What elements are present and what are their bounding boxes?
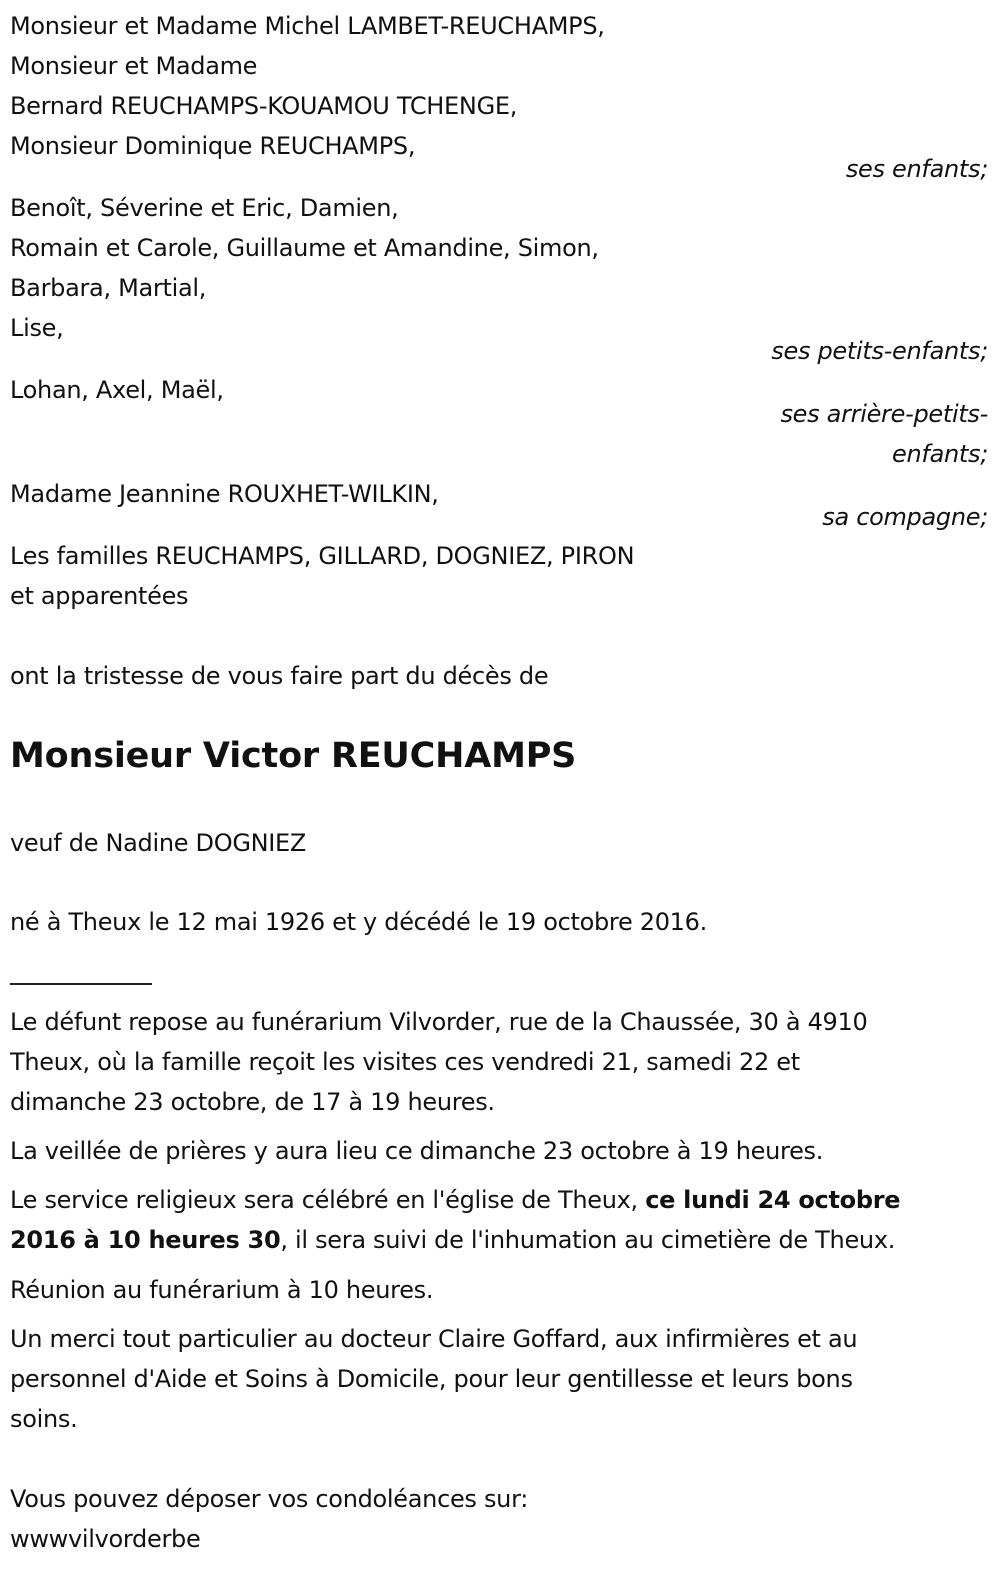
family-line: Lise,	[10, 314, 64, 342]
service-date-bold: ce lundi 24 octobre	[645, 1186, 901, 1214]
service-text-plain: , il sera suivi de l'inhumation au cimetière de Theux.	[280, 1226, 896, 1254]
family-line: Benoît, Séverine et Eric, Damien,	[10, 194, 399, 222]
deceased-name: Monsieur Victor REUCHAMPS	[10, 736, 577, 776]
relation-label-companion: sa compagne;	[822, 503, 988, 531]
widower-text: veuf de Nadine DOGNIEZ	[10, 829, 307, 857]
relation-label-grandchildren: ses petits-enfants;	[771, 337, 988, 365]
separator-line	[10, 983, 152, 985]
family-line: Monsieur et Madame Michel LAMBET-REUCHAMPS,	[10, 12, 605, 40]
family-line: Madame Jeannine ROUXHET-WILKIN,	[10, 480, 439, 508]
condolences-link[interactable]: wwwvilvorderbe	[10, 1525, 201, 1553]
service-text-line1	[10, 1180, 900, 1220]
birth-death-text: né à Theux le 12 mai 1926 et y décédé le 19 octobre 2016.	[10, 908, 707, 936]
family-line: Bernard REUCHAMPS-KOUAMOU TCHENGE,	[10, 92, 518, 120]
family-line: Monsieur Dominique REUCHAMPS,	[10, 132, 416, 160]
service-text-plain: Le service religieux sera célébré en l'église de Theux,	[10, 1186, 646, 1214]
relation-label-great-grandchildren: ses arrière-petits-	[780, 400, 988, 428]
family-line: Lohan, Axel, Maël,	[10, 376, 224, 404]
repose-text: Theux, où la famille reçoit les visites ces vendredi 21, samedi 22 et	[10, 1048, 800, 1076]
family-line: Romain et Carole, Guillaume et Amandine, Simon,	[10, 234, 599, 262]
vigil-text: La veillée de prières y aura lieu ce dimanche 23 octobre à 19 heures.	[10, 1137, 824, 1165]
announcement-text: ont la tristesse de vous faire part du décès de	[10, 662, 549, 690]
family-line: Les familles REUCHAMPS, GILLARD, DOGNIEZ, PIRON	[10, 542, 635, 570]
relation-label-children: ses enfants;	[845, 155, 988, 183]
family-line: Monsieur et Madame	[10, 52, 258, 80]
thanks-text: personnel d'Aide et Soins à Domicile, pour leur gentillesse et leurs bons	[10, 1365, 853, 1393]
family-line: Barbara, Martial,	[10, 274, 207, 302]
thanks-text: Un merci tout particulier au docteur Claire Goffard, aux infirmières et au	[10, 1325, 858, 1353]
repose-text: dimanche 23 octobre, de 17 à 19 heures.	[10, 1088, 495, 1116]
thanks-text: soins.	[10, 1405, 78, 1433]
relation-label-great-grandchildren-cont: enfants;	[892, 440, 988, 468]
condolences-label: Vous pouvez déposer vos condoléances sur:	[10, 1485, 529, 1513]
service-time-bold: 2016 à 10 heures 30	[10, 1226, 281, 1254]
meeting-text: Réunion au funérarium à 10 heures.	[10, 1276, 434, 1304]
service-text-line2	[10, 1220, 895, 1260]
repose-text: Le défunt repose au funérarium Vilvorder, rue de la Chaussée, 30 à 4910	[10, 1008, 868, 1036]
family-line: et apparentées	[10, 582, 189, 610]
